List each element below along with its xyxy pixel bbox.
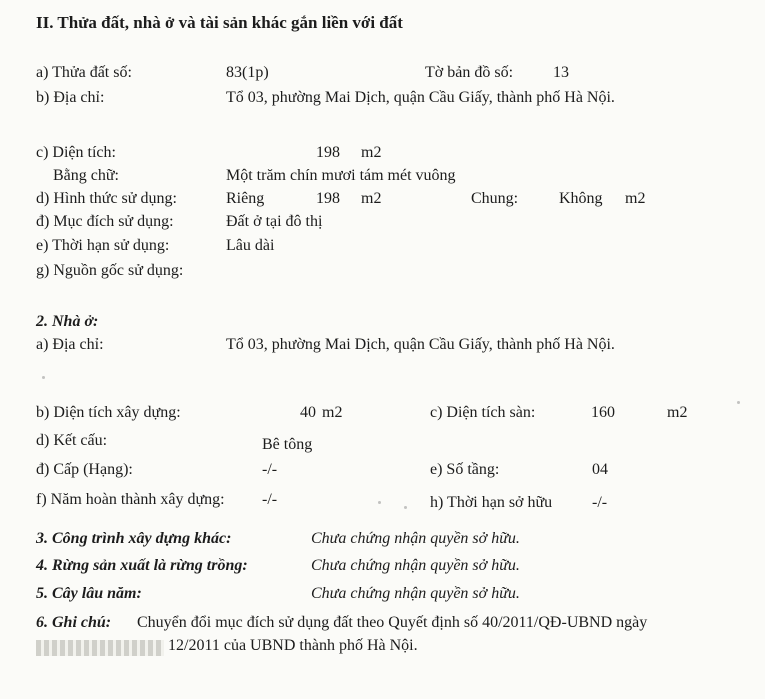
built-area-value: 40 xyxy=(300,404,316,421)
purpose-label: đ) Mục đích sử dụng: xyxy=(36,213,174,230)
private-usage-label: Riêng xyxy=(226,190,265,207)
area-unit: m2 xyxy=(361,144,382,161)
land-address-label: b) Địa chỉ: xyxy=(36,89,105,106)
notes-line-2: 12/2011 của UBND thành phố Hà Nội. xyxy=(168,637,418,654)
perennial-trees-value: Chưa chứng nhận quyền sở hữu. xyxy=(311,585,520,602)
paper-speck xyxy=(404,506,407,509)
built-area-unit: m2 xyxy=(322,404,343,421)
floors-value: 04 xyxy=(592,461,608,478)
area-label: c) Diện tích: xyxy=(36,144,116,161)
term-value: Lâu dài xyxy=(226,237,275,254)
land-address-value: Tổ 03, phường Mai Dịch, quận Cầu Giấy, thành phố Hà Nội. xyxy=(226,89,615,106)
paper-speck xyxy=(42,376,45,379)
floor-area-unit: m2 xyxy=(667,404,688,421)
shared-usage-value: Không xyxy=(559,190,603,207)
built-area-label: b) Diện tích xây dựng: xyxy=(36,404,181,421)
private-usage-value: 198 xyxy=(316,190,340,207)
structure-value: Bê tông xyxy=(262,436,313,453)
map-sheet-label: Tờ bản đồ số: xyxy=(425,64,514,81)
section-title: II. Thửa đất, nhà ở và tài sản khác gắn liền với đất xyxy=(36,13,403,32)
paper-speck xyxy=(737,401,740,404)
grade-value: -/- xyxy=(262,461,278,478)
usage-form-label: d) Hình thức sử dụng: xyxy=(36,190,177,207)
forest-label: 4. Rừng sản xuất là rừng trồng: xyxy=(36,557,248,574)
area-value: 198 xyxy=(316,144,340,161)
other-works-label: 3. Công trình xây dựng khác: xyxy=(36,530,232,547)
house-heading: 2. Nhà ở: xyxy=(36,313,99,330)
notes-label: 6. Ghi chú: xyxy=(36,614,112,631)
shared-usage-unit: m2 xyxy=(625,190,646,207)
purpose-value: Đất ở tại đô thị xyxy=(226,213,323,230)
private-usage-unit: m2 xyxy=(361,190,382,207)
parcel-label: a) Thửa đất số: xyxy=(36,64,132,81)
area-words-value: Một trăm chín mươi tám mét vuông xyxy=(226,167,456,184)
house-address-value: Tổ 03, phường Mai Dịch, quận Cầu Giấy, thành phố Hà Nội. xyxy=(226,336,615,353)
floor-area-value: 160 xyxy=(591,404,615,421)
map-sheet-value: 13 xyxy=(553,64,569,81)
completion-year-label: f) Năm hoàn thành xây dựng: xyxy=(36,491,225,508)
floors-label: e) Số tầng: xyxy=(430,461,500,478)
parcel-value: 83(1p) xyxy=(226,64,269,81)
perennial-trees-label: 5. Cây lâu năm: xyxy=(36,585,142,602)
ownership-term-value: -/- xyxy=(592,494,608,511)
redacted-date-block xyxy=(36,640,164,656)
forest-value: Chưa chứng nhận quyền sở hữu. xyxy=(311,557,520,574)
ownership-term-label: h) Thời hạn sở hữu xyxy=(430,494,553,511)
notes-line-1: Chuyển đổi mục đích sử dụng đất theo Quyết định số 40/2011/QĐ-UBND ngày xyxy=(137,614,648,631)
floor-area-label: c) Diện tích sàn: xyxy=(430,404,536,421)
house-address-label: a) Địa chỉ: xyxy=(36,336,104,353)
structure-label: d) Kết cấu: xyxy=(36,432,108,449)
origin-label: g) Nguồn gốc sử dụng: xyxy=(36,262,184,279)
area-words-label: Bằng chữ: xyxy=(53,167,119,184)
paper-speck xyxy=(378,501,381,504)
other-works-value: Chưa chứng nhận quyền sở hữu. xyxy=(311,530,520,547)
term-label: e) Thời hạn sử dụng: xyxy=(36,237,170,254)
completion-year-value: -/- xyxy=(262,491,278,508)
grade-label: đ) Cấp (Hạng): xyxy=(36,461,133,478)
shared-usage-label: Chung: xyxy=(471,190,519,207)
